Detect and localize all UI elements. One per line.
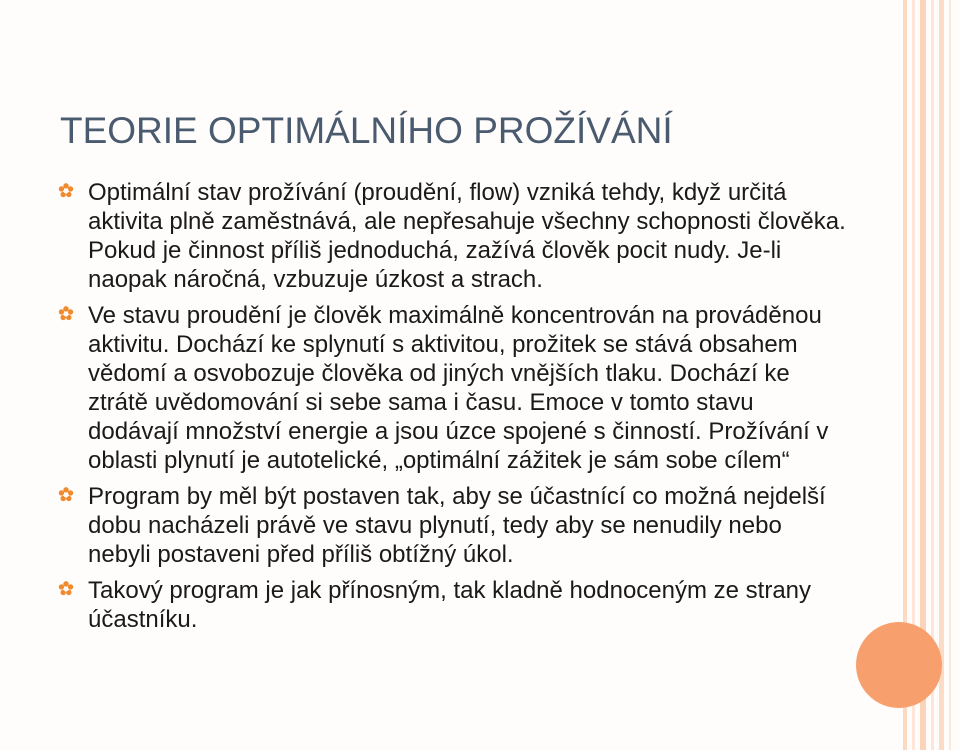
bullet-item [58,482,848,569]
decorative-circle [856,622,942,708]
bullet-item [58,576,848,634]
bullet-text: Takový program je jak přínosným, tak kladně hodnoceným ze strany účastníku. [88,577,812,633]
flower-bullet-icon [58,487,74,503]
flower-bullet-icon [58,581,74,597]
flower-bullet-icon [58,183,74,199]
slide-title: TEORIE OPTIMÁLNÍHO PROŽÍVÁNÍ [60,110,673,151]
bullet-item [58,301,848,475]
bullet-item [58,178,848,294]
bullet-text: Optimální stav prožívání (proudění, flow) vzniká tehdy, když určitá aktivita plně zaměstnává, ale nepřesahuje všechny schopnosti člověka. Pokud je činnost příliš jednoduchá, zažívá člověk pocit nudy. Je-li naopak náročná, vzbuzuje úzkost a strach. [88,179,846,293]
flower-bullet-icon [58,306,74,322]
bullet-text: Program by měl být postaven tak, aby se účastnící co možná nejdelší dobu nacházeli právě ve stavu plynutí, tedy aby se nenudily nebo nebyli postaveni před příliš obtížný úkol. [88,483,826,568]
bullet-list [58,178,848,634]
bullet-text: Ve stavu proudění je člověk maximálně koncentrován na prováděnou aktivitu. Dochází ke splynutí s aktivitou, prožitek se stává obsahem vědomí a osvobozuje člověka od jiných vnějších tlaku. Dochází ke ztrátě uvědomování si sebe sama i času. Emoce v tomto stavu dodávají množství energie a jsou úzce spojené s činností. Prožívání v oblasti plynutí je autotelické, „optimální zážitek je sám sobe cílem“ [88,302,829,474]
